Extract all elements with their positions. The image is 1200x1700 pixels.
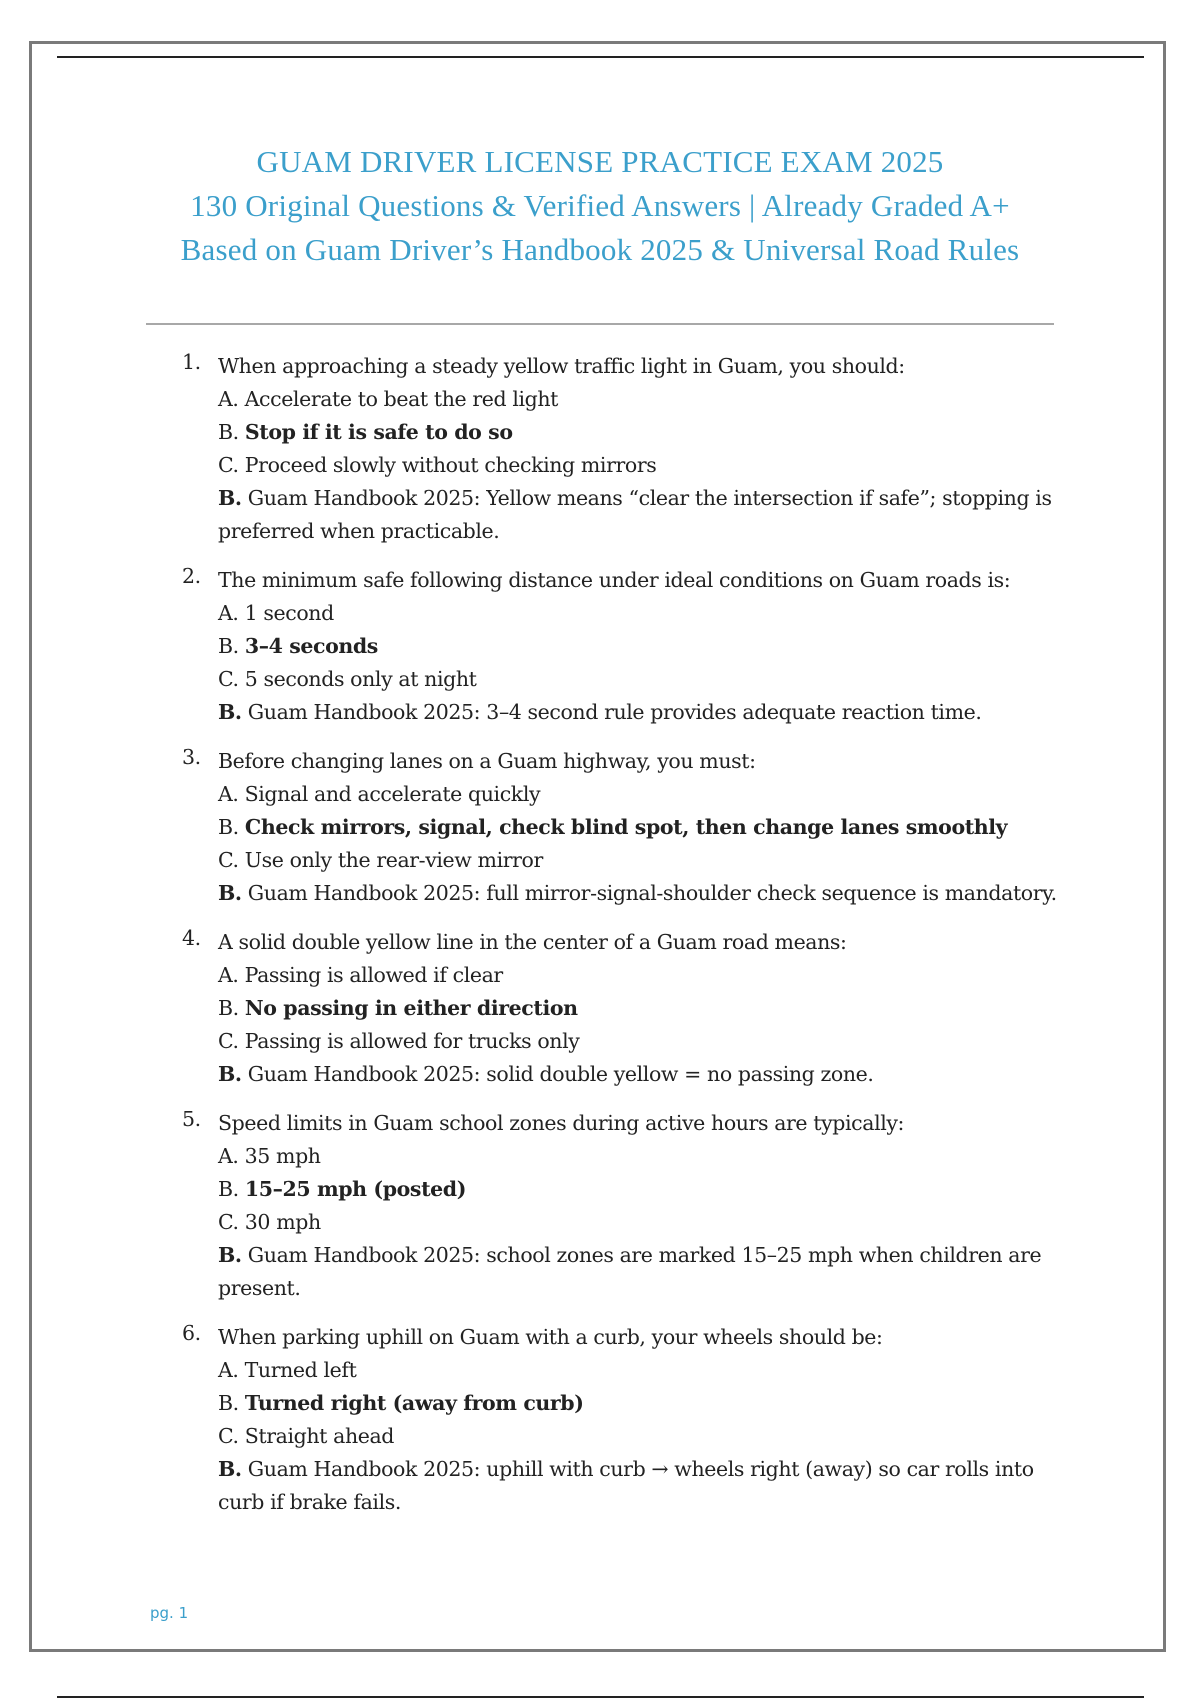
question-2 (170, 564, 1070, 729)
header-divider (57, 56, 1144, 58)
question-number: 4. (182, 926, 201, 950)
question-list (170, 350, 1070, 1535)
option-a: A. Signal and accelerate quickly (218, 782, 541, 806)
explanation-text: Guam Handbook 2025: school zones are marked 15–25 mph when children are present. (218, 1243, 1042, 1300)
option-c: C. 5 seconds only at night (218, 667, 477, 691)
explanation (218, 482, 1070, 548)
question-number: 1. (182, 350, 201, 374)
option-b (218, 1387, 1070, 1420)
option-c: C. Proceed slowly without checking mirrors (218, 453, 657, 477)
correct-answer: 15–25 mph (posted) (244, 1177, 467, 1201)
question-text: When parking uphill on Guam with a curb, your wheels should be: (218, 1325, 883, 1349)
explanation (218, 696, 1070, 729)
option-b-prefix: B. (218, 1391, 245, 1415)
option-c: C. Straight ahead (218, 1424, 395, 1448)
option-b-prefix: B. (218, 996, 245, 1020)
option-a: A. 35 mph (218, 1144, 321, 1168)
option-b-prefix: B. (218, 634, 245, 658)
explanation (218, 1453, 1070, 1519)
question-text: Speed limits in Guam school zones during active hours are typically: (218, 1111, 905, 1135)
explanation-text: Guam Handbook 2025: uphill with curb → wheels right (away) so car rolls into curb if brake fails. (218, 1457, 1034, 1514)
question-number: 6. (182, 1321, 201, 1345)
option-b-prefix: B. (218, 815, 245, 839)
answer-key: B. (218, 1457, 242, 1481)
question-number: 5. (182, 1107, 201, 1131)
option-c: C. Use only the rear-view mirror (218, 848, 543, 872)
option-b-prefix: B. (218, 420, 245, 444)
document-title (60, 140, 1140, 272)
option-b (218, 630, 1070, 663)
option-a: A. Accelerate to beat the red light (218, 387, 558, 411)
next-page-divider (57, 1696, 1144, 1698)
question-text: When approaching a steady yellow traffic light in Guam, you should: (218, 354, 905, 378)
explanation (218, 1239, 1070, 1305)
page-number: pg. 1 (150, 1604, 189, 1622)
title-line-3: Based on Guam Driver’s Handbook 2025 & Universal Road Rules (180, 232, 1020, 267)
question-3 (170, 745, 1070, 910)
explanation-text: Guam Handbook 2025: Yellow means “clear the intersection if safe”; stopping is preferred when practicable. (218, 486, 1052, 543)
question-text: The minimum safe following distance under ideal conditions on Guam roads is: (218, 568, 1011, 592)
question-number: 3. (182, 745, 201, 769)
explanation-text: Guam Handbook 2025: full mirror-signal-shoulder check sequence is mandatory. (241, 881, 1057, 905)
title-line-2: 130 Original Questions & Verified Answers | Already Graded A+ (190, 188, 1010, 223)
option-b (218, 811, 1070, 844)
question-5 (170, 1107, 1070, 1305)
explanation (218, 877, 1070, 910)
question-6 (170, 1321, 1070, 1519)
option-b (218, 1173, 1070, 1206)
answer-key: B. (218, 486, 242, 510)
title-divider (146, 323, 1054, 325)
option-a: A. Turned left (218, 1358, 357, 1382)
option-a: A. 1 second (218, 601, 334, 625)
answer-key: B. (218, 700, 242, 724)
option-a: A. Passing is allowed if clear (218, 963, 503, 987)
correct-answer: Turned right (away from curb) (244, 1391, 584, 1415)
title-line-1: GUAM DRIVER LICENSE PRACTICE EXAM 2025 (256, 144, 944, 179)
correct-answer: Check mirrors, signal, check blind spot, then change lanes smoothly (244, 815, 1008, 839)
question-4 (170, 926, 1070, 1091)
option-b (218, 992, 1070, 1025)
question-1 (170, 350, 1070, 548)
question-number: 2. (182, 564, 201, 588)
explanation (218, 1058, 1070, 1091)
correct-answer: No passing in either direction (244, 996, 578, 1020)
option-b-prefix: B. (218, 1177, 245, 1201)
option-b (218, 416, 1070, 449)
answer-key: B. (218, 1243, 242, 1267)
explanation-text: Guam Handbook 2025: solid double yellow = no passing zone. (241, 1062, 874, 1086)
option-c: C. 30 mph (218, 1210, 321, 1234)
answer-key: B. (218, 881, 242, 905)
correct-answer: 3–4 seconds (244, 634, 378, 658)
explanation-text: Guam Handbook 2025: 3–4 second rule provides adequate reaction time. (241, 700, 982, 724)
correct-answer: Stop if it is safe to do so (244, 420, 513, 444)
question-text: Before changing lanes on a Guam highway, you must: (218, 749, 756, 773)
question-text: A solid double yellow line in the center of a Guam road means: (218, 930, 847, 954)
option-c: C. Passing is allowed for trucks only (218, 1029, 580, 1053)
answer-key: B. (218, 1062, 242, 1086)
